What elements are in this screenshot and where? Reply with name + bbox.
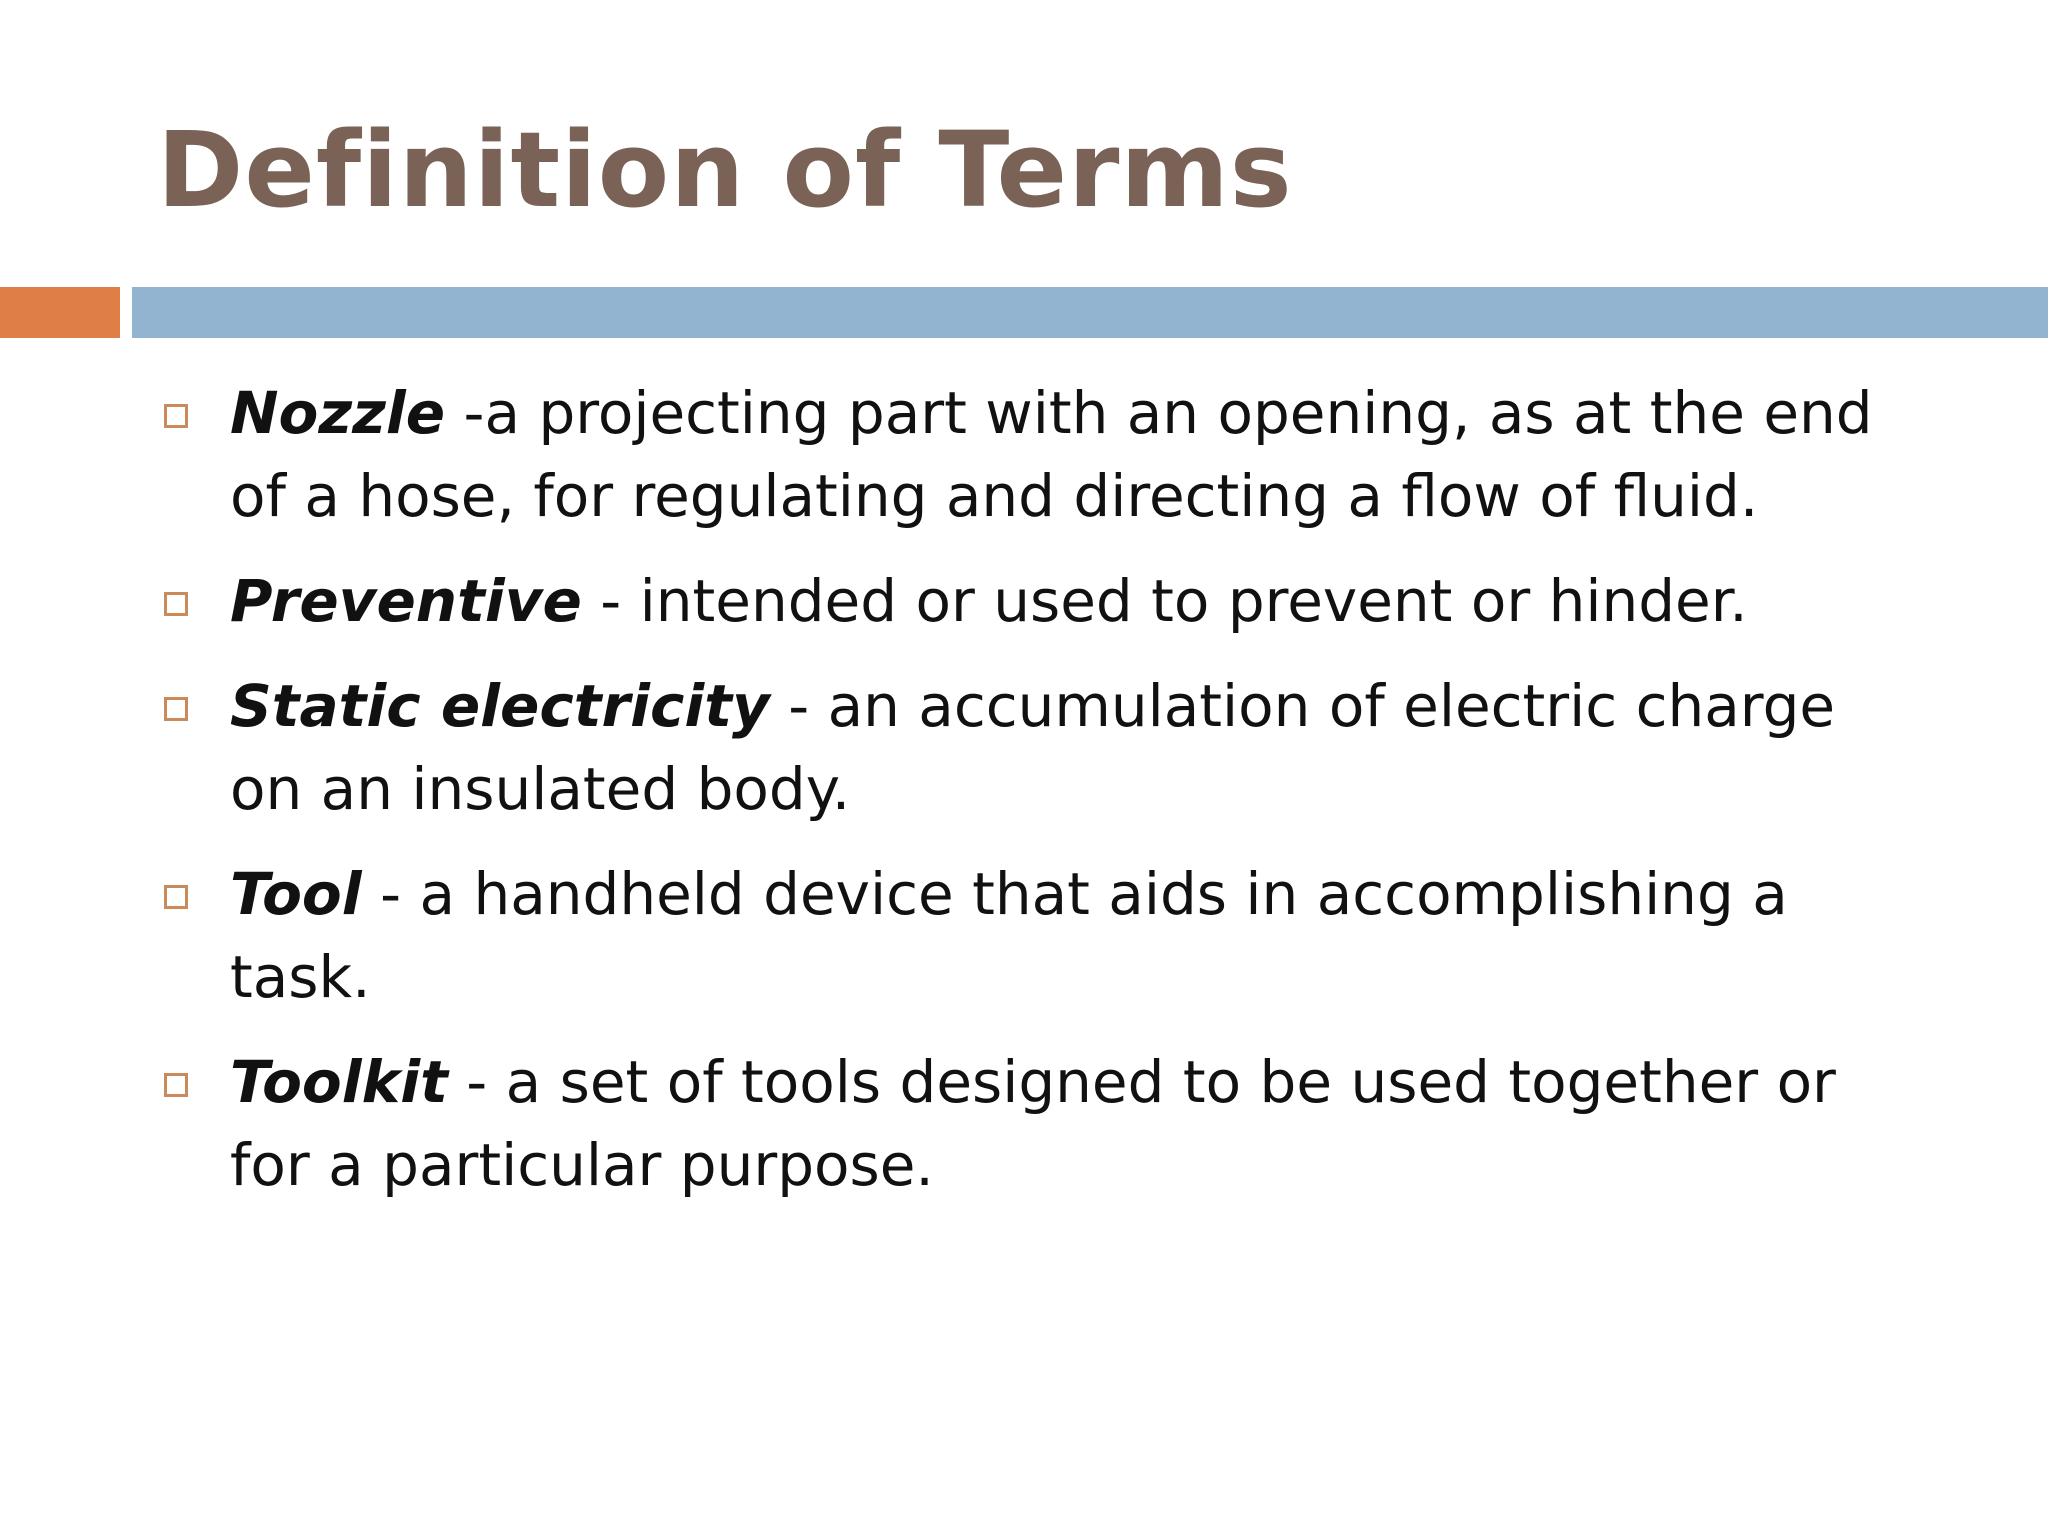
hollow-square-icon <box>164 592 188 616</box>
hollow-square-icon <box>164 885 188 909</box>
term-definition: -a projecting part with an opening, as at the end of a hose, for regulating and directing a flow of fluid. <box>230 379 1873 530</box>
term-label: Preventive <box>230 567 582 635</box>
list-item-toolkit <box>160 1041 1920 1207</box>
accent-bar <box>0 287 120 338</box>
term-definition: - intended or used to prevent or hinder. <box>581 567 1748 635</box>
header-divider-bar <box>132 287 2048 338</box>
term-definition: - a set of tools designed to be used together or for a particular purpose. <box>230 1048 1836 1199</box>
hollow-square-icon <box>164 404 188 428</box>
hollow-square-icon <box>164 1073 188 1097</box>
slide-title: Definition of Terms <box>157 109 1293 231</box>
list-item-preventive <box>160 560 1920 643</box>
term-definition: - an accumulation of electric charge on an insulated body. <box>230 672 1836 823</box>
term-label: Nozzle <box>230 379 446 447</box>
definition-list <box>160 372 1920 1229</box>
list-item-static-electricity <box>160 665 1920 831</box>
term-definition: - a handheld device that aids in accomplishing a task. <box>230 860 1788 1011</box>
hollow-square-icon <box>164 697 188 721</box>
term-label: Tool <box>230 860 362 928</box>
term-label: Toolkit <box>230 1048 448 1116</box>
list-item-nozzle <box>160 372 1920 538</box>
list-item-tool <box>160 853 1920 1019</box>
term-label: Static electricity <box>230 672 770 740</box>
